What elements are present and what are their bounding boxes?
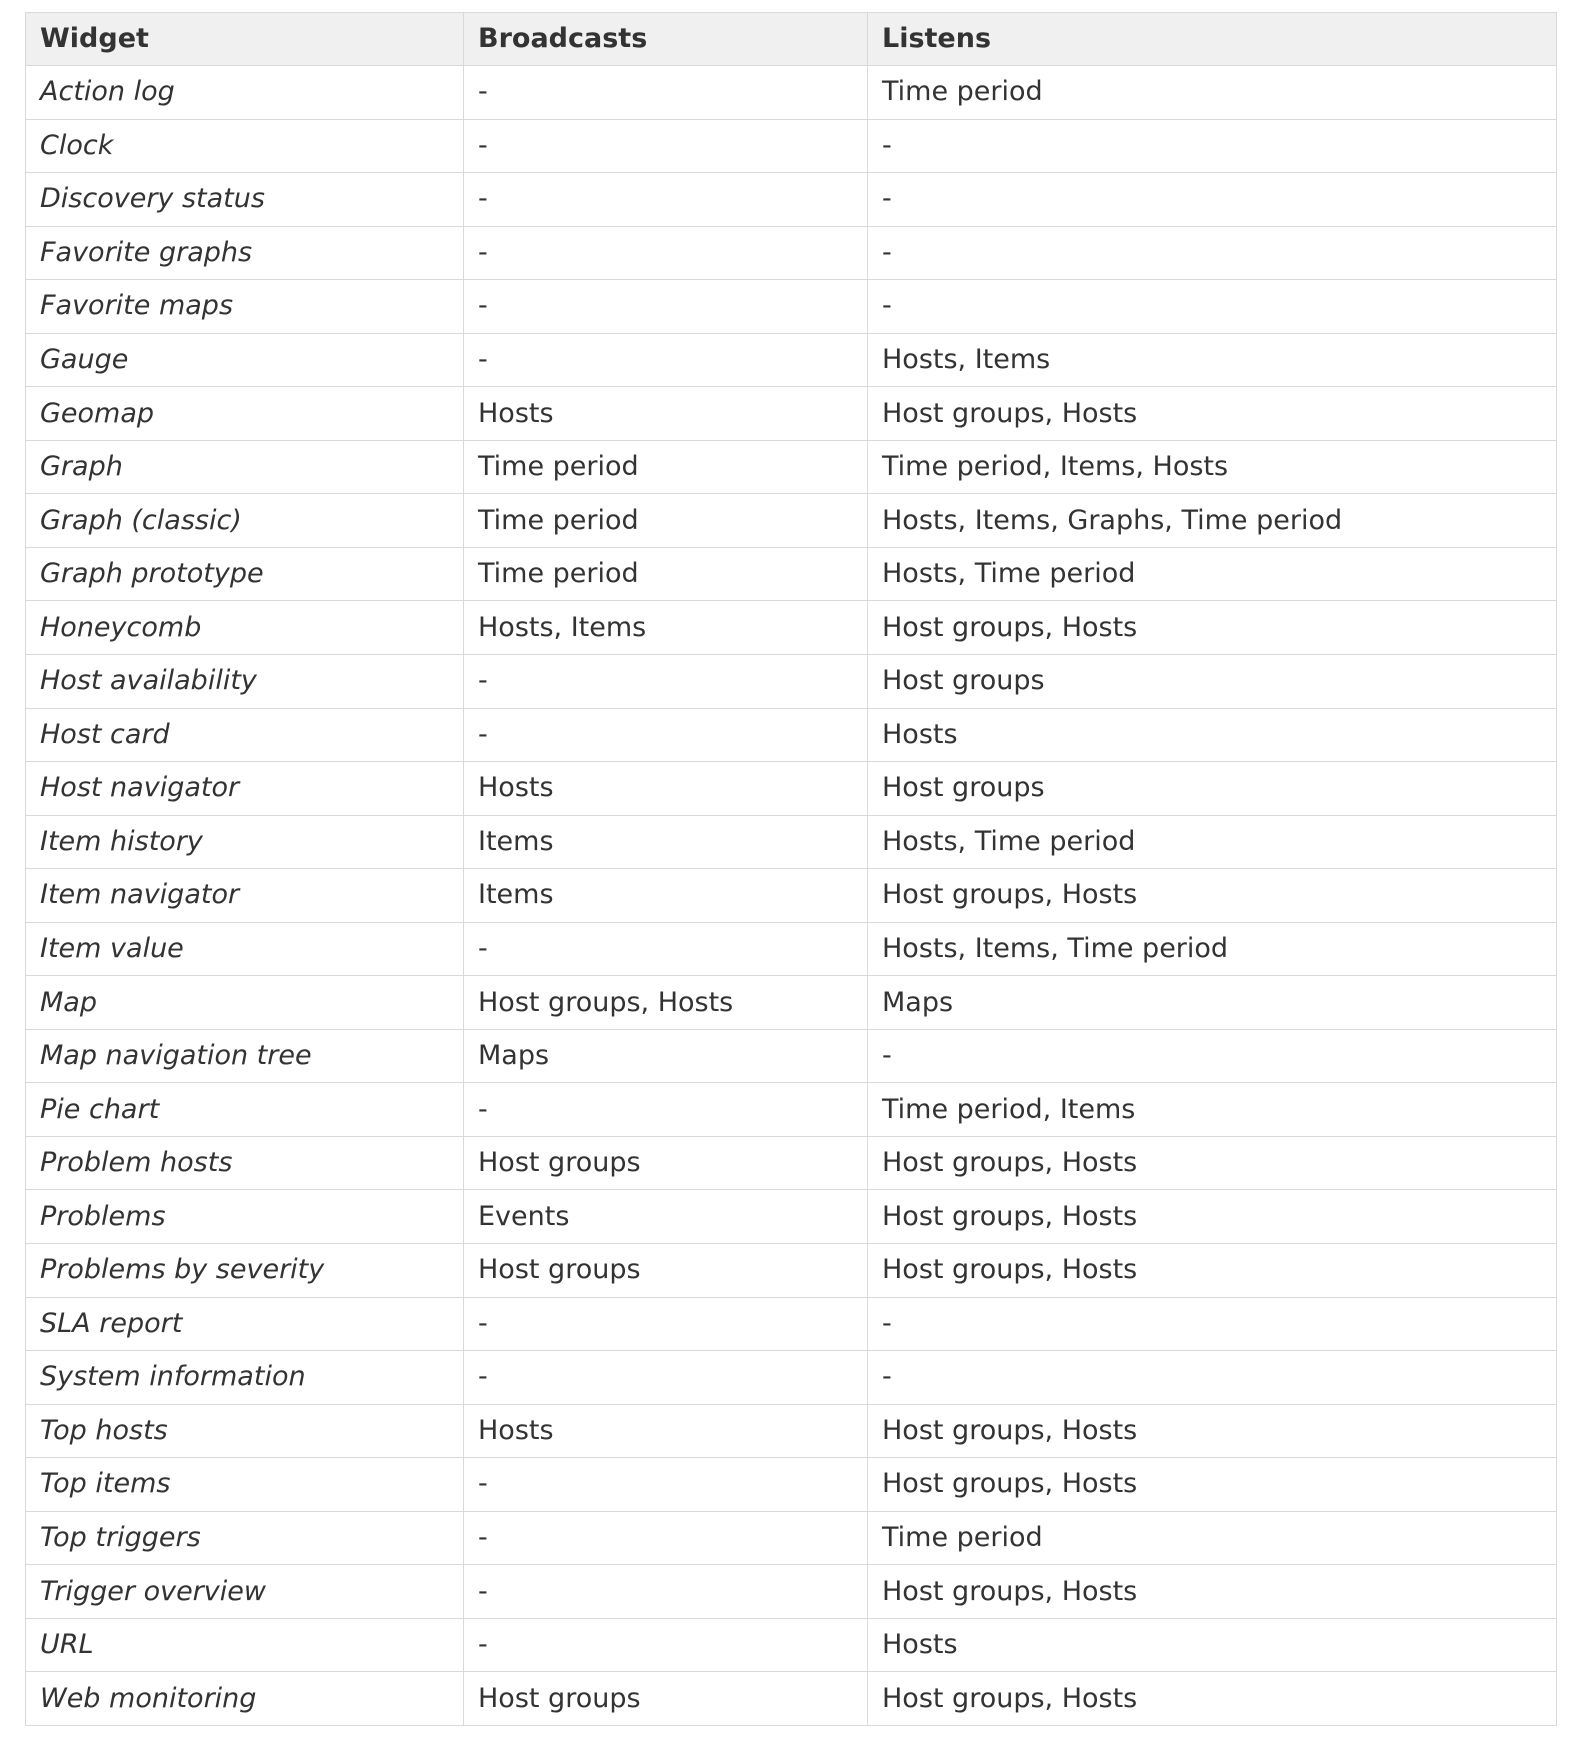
listens-cell: Host groups, Hosts	[868, 1404, 1557, 1458]
widget-cell: System information	[26, 1351, 464, 1405]
widget-cell: Item navigator	[26, 869, 464, 923]
table-row	[26, 1511, 1557, 1565]
table-row	[26, 1190, 1557, 1244]
broadcasts-cell: Time period	[464, 494, 868, 548]
broadcasts-cell: -	[464, 922, 868, 976]
widget-cell: Gauge	[26, 333, 464, 387]
listens-cell: Host groups, Hosts	[868, 869, 1557, 923]
table-row	[26, 333, 1557, 387]
widget-cell: SLA report	[26, 1297, 464, 1351]
listens-cell: Hosts, Items, Time period	[868, 922, 1557, 976]
widget-cell: Map	[26, 976, 464, 1030]
widget-cell: Honeycomb	[26, 601, 464, 655]
header-listens: Listens	[868, 13, 1557, 66]
listens-cell: Host groups, Hosts	[868, 1565, 1557, 1619]
table-row	[26, 655, 1557, 709]
widget-cell: Problems	[26, 1190, 464, 1244]
listens-cell: -	[868, 1029, 1557, 1083]
broadcasts-cell: -	[464, 1565, 868, 1619]
widget-cell: Top items	[26, 1458, 464, 1512]
listens-cell: Host groups, Hosts	[868, 1672, 1557, 1726]
listens-cell: Maps	[868, 976, 1557, 1030]
widget-cell: Web monitoring	[26, 1672, 464, 1726]
table-row	[26, 494, 1557, 548]
broadcasts-cell: Host groups	[464, 1244, 868, 1298]
widget-cell: Action log	[26, 66, 464, 120]
broadcasts-cell: -	[464, 1458, 868, 1512]
broadcasts-cell: Hosts, Items	[464, 601, 868, 655]
table-row	[26, 1029, 1557, 1083]
broadcasts-cell: Time period	[464, 547, 868, 601]
broadcasts-cell: -	[464, 1083, 868, 1137]
broadcasts-cell: Host groups, Hosts	[464, 976, 868, 1030]
header-broadcasts: Broadcasts	[464, 13, 868, 66]
header-row	[26, 13, 1557, 66]
widget-cell: Pie chart	[26, 1083, 464, 1137]
table-row	[26, 1136, 1557, 1190]
broadcasts-cell: -	[464, 1351, 868, 1405]
broadcasts-cell: -	[464, 333, 868, 387]
broadcasts-cell: Items	[464, 815, 868, 869]
widget-cell: Host card	[26, 708, 464, 762]
widget-cell: Graph (classic)	[26, 494, 464, 548]
widget-cell: Top triggers	[26, 1511, 464, 1565]
widget-cell: Discovery status	[26, 173, 464, 227]
listens-cell: -	[868, 226, 1557, 280]
broadcasts-cell: Hosts	[464, 762, 868, 816]
listens-cell: Host groups, Hosts	[868, 1136, 1557, 1190]
table-row	[26, 1672, 1557, 1726]
broadcasts-cell: -	[464, 173, 868, 227]
widget-cell: Trigger overview	[26, 1565, 464, 1619]
table-row	[26, 762, 1557, 816]
table-header	[26, 13, 1557, 66]
listens-cell: Host groups, Hosts	[868, 601, 1557, 655]
broadcasts-cell: -	[464, 66, 868, 120]
table-row	[26, 815, 1557, 869]
widget-cell: Graph prototype	[26, 547, 464, 601]
broadcasts-cell: Items	[464, 869, 868, 923]
table-row	[26, 922, 1557, 976]
widget-cell: Item value	[26, 922, 464, 976]
table-row	[26, 869, 1557, 923]
broadcasts-cell: -	[464, 655, 868, 709]
table-row	[26, 1297, 1557, 1351]
table-row	[26, 1083, 1557, 1137]
listens-cell: Hosts	[868, 1618, 1557, 1672]
widget-cell: Favorite maps	[26, 280, 464, 334]
listens-cell: Hosts, Items, Graphs, Time period	[868, 494, 1557, 548]
broadcasts-cell: -	[464, 280, 868, 334]
table-row	[26, 708, 1557, 762]
listens-cell: Time period	[868, 66, 1557, 120]
listens-cell: -	[868, 119, 1557, 173]
widget-communication-table-container	[25, 12, 1556, 1726]
broadcasts-cell: Host groups	[464, 1136, 868, 1190]
widget-cell: Top hosts	[26, 1404, 464, 1458]
listens-cell: Host groups	[868, 762, 1557, 816]
widget-cell: Problem hosts	[26, 1136, 464, 1190]
widget-cell: Map navigation tree	[26, 1029, 464, 1083]
listens-cell: Hosts, Time period	[868, 815, 1557, 869]
listens-cell: Time period	[868, 1511, 1557, 1565]
listens-cell: Host groups	[868, 655, 1557, 709]
listens-cell: Hosts, Items	[868, 333, 1557, 387]
listens-cell: -	[868, 173, 1557, 227]
broadcasts-cell: Events	[464, 1190, 868, 1244]
widget-cell: Problems by severity	[26, 1244, 464, 1298]
listens-cell: -	[868, 1351, 1557, 1405]
widget-cell: Favorite graphs	[26, 226, 464, 280]
listens-cell: Host groups, Hosts	[868, 1458, 1557, 1512]
widget-cell: Host availability	[26, 655, 464, 709]
broadcasts-cell: -	[464, 1618, 868, 1672]
widget-cell: Item history	[26, 815, 464, 869]
widget-cell: Clock	[26, 119, 464, 173]
table-row	[26, 601, 1557, 655]
broadcasts-cell: Hosts	[464, 1404, 868, 1458]
broadcasts-cell: -	[464, 119, 868, 173]
table-body	[26, 66, 1557, 1726]
table-row	[26, 66, 1557, 120]
listens-cell: Host groups, Hosts	[868, 387, 1557, 441]
broadcasts-cell: -	[464, 1511, 868, 1565]
listens-cell: -	[868, 1297, 1557, 1351]
table-row	[26, 119, 1557, 173]
table-row	[26, 173, 1557, 227]
broadcasts-cell: -	[464, 1297, 868, 1351]
table-row	[26, 1565, 1557, 1619]
widget-cell: Graph	[26, 440, 464, 494]
widget-cell: Geomap	[26, 387, 464, 441]
listens-cell: Time period, Items	[868, 1083, 1557, 1137]
table-row	[26, 547, 1557, 601]
broadcasts-cell: Host groups	[464, 1672, 868, 1726]
broadcasts-cell: Maps	[464, 1029, 868, 1083]
widget-cell: Host navigator	[26, 762, 464, 816]
header-widget: Widget	[26, 13, 464, 66]
table-row	[26, 387, 1557, 441]
table-row	[26, 226, 1557, 280]
table-row	[26, 1404, 1557, 1458]
listens-cell: Host groups, Hosts	[868, 1244, 1557, 1298]
table-row	[26, 976, 1557, 1030]
broadcasts-cell: Hosts	[464, 387, 868, 441]
broadcasts-cell: Time period	[464, 440, 868, 494]
table-row	[26, 1351, 1557, 1405]
listens-cell: Hosts	[868, 708, 1557, 762]
table-row	[26, 1618, 1557, 1672]
listens-cell: -	[868, 280, 1557, 334]
listens-cell: Host groups, Hosts	[868, 1190, 1557, 1244]
table-row	[26, 1244, 1557, 1298]
listens-cell: Time period, Items, Hosts	[868, 440, 1557, 494]
broadcasts-cell: -	[464, 708, 868, 762]
table-row	[26, 1458, 1557, 1512]
listens-cell: Hosts, Time period	[868, 547, 1557, 601]
widget-cell: URL	[26, 1618, 464, 1672]
widget-communication-table	[25, 12, 1557, 1726]
table-row	[26, 440, 1557, 494]
broadcasts-cell: -	[464, 226, 868, 280]
table-row	[26, 280, 1557, 334]
